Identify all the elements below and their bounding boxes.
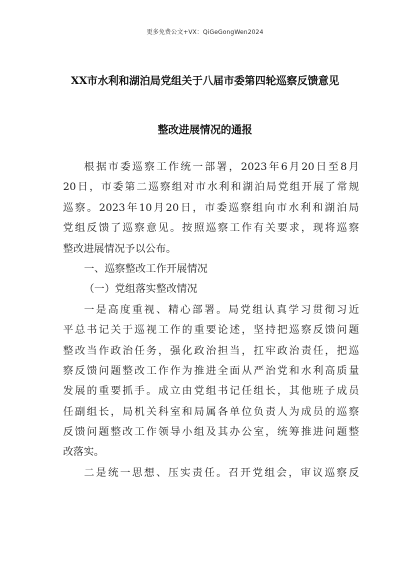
- header-note: 更多免费公文+VX：QiGeGongWen2024: [146, 29, 264, 36]
- document-title-line-2: 整改进展情况的通报: [157, 124, 253, 136]
- body-line: 任副组长，局机关科室和局属各单位负责人为成员的巡察: [63, 405, 359, 418]
- body-line: 20日，市委第二巡察组对市水利和湖泊局党组开展了常规: [63, 181, 359, 194]
- body-line: 平总书记关于巡视工作的重要论述，坚持把巡察反馈问题: [63, 324, 359, 337]
- body-line: 根据市委巡察工作统一部署，2023年6月20日至8月: [84, 161, 359, 173]
- body-line: 整改进展情况予以公布。: [63, 242, 177, 255]
- body-line: 整改当作政治任务，强化政治担当，扛牢政治责任，把巡: [63, 344, 359, 357]
- section-heading: 一、巡察整改工作开展情况: [84, 262, 208, 275]
- body-line: 一是高度重视、精心部署。局党组认真学习贯彻习近: [84, 303, 359, 316]
- body-line: 改落实。: [63, 446, 105, 459]
- subsection-heading: （一）党组落实整改情况: [84, 283, 198, 296]
- body-line: 反馈问题整改工作领导小组及其办公室，统筹推进问题整: [63, 426, 359, 439]
- document-title-line-1: XX市水利和湖泊局党组关于八届市委第四轮巡察反馈意见: [70, 75, 340, 87]
- body-line: 发展的重要抓手。成立由党组书记任组长，其他班子成员: [63, 385, 359, 398]
- body-line: 党组反馈了巡察意见。按照巡察工作有关要求，现将巡察: [63, 222, 359, 235]
- body-line: 二是统一思想、压实责任。召开党组会，审议巡察反: [84, 466, 359, 479]
- body-line: 巡察。2023年10月20日，市委巡察组向市水利和湖泊局: [63, 201, 359, 214]
- document-body: [63, 157, 359, 483]
- body-line: 察反馈问题整改工作作为推进全面从严治党和水利高质量: [63, 364, 359, 377]
